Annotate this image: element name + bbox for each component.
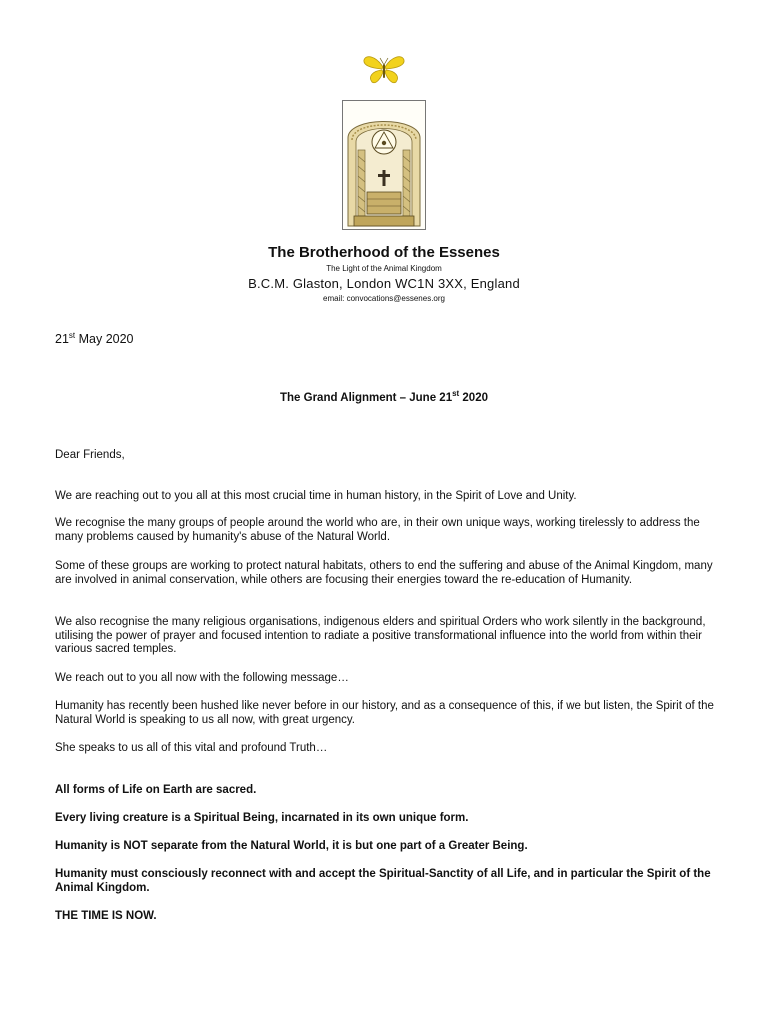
truth-statement: Every living creature is a Spiritual Being, incarnated in its own unique form. — [55, 812, 469, 824]
title-suffix: st — [452, 389, 460, 399]
body-paragraph: We also recognise the many religious organisations, indigenous elders and spiritual Orders who work silently in the background, utilising the power of prayer and focused intention to radiate a positive transformational influence into the world from within their various sacred temples. — [55, 616, 706, 656]
letter-date — [55, 332, 134, 346]
brotherhood-emblem — [342, 100, 426, 230]
date-day: 21 — [55, 332, 69, 346]
truth-statement: All forms of Life on Earth are sacred. — [55, 784, 257, 796]
body-paragraph: She speaks to us all of this vital and profound Truth… — [55, 742, 328, 754]
body-paragraph: Humanity has recently been hushed like never before in our history, and as a consequence of this, if we but listen, the Spirit of the Natural World is speaking to us all now, with great urgency. — [55, 700, 714, 726]
title-main: The Grand Alignment – June 21 — [279, 392, 453, 404]
butterfly-icon — [362, 52, 406, 86]
body-paragraph: We reach out to you all now with the following message… — [55, 672, 349, 684]
truth-statement: THE TIME IS NOW. — [55, 910, 157, 922]
body-paragraph: We recognise the many groups of people around the world who are, in their own unique ways, working tirelessly to address the many problems caused by humanity's abuse of the Natural World. — [55, 517, 700, 543]
truth-statement: Humanity is NOT separate from the Natural World, it is but one part of a Greater Being. — [55, 840, 528, 852]
salutation: Dear Friends, — [55, 449, 125, 461]
body-paragraph: Some of these groups are working to protect natural habitats, others to end the suffering and abuse of the Animal Kingdom, many are involved in animal conservation, while others are focusing their energies toward the re-education of Humanity. — [55, 560, 713, 586]
tagline: The Light of the Animal Kingdom — [326, 264, 442, 273]
org-name: The Brotherhood of the Essenes — [268, 244, 500, 261]
body-paragraph: We are reaching out to you all at this most crucial time in human history, in the Spirit of Love and Unity. — [55, 490, 577, 502]
truth-statement: Humanity must consciously reconnect with and accept the Spiritual-Sanctity of all Life, and in particular the Spirit of the Animal Kingdom. — [55, 868, 711, 894]
title-year: 2020 — [459, 392, 488, 404]
email-address[interactable]: email: convocations@essenes.org — [323, 294, 445, 303]
brotherhood-emblem-icon — [342, 100, 426, 230]
letter-title — [0, 389, 768, 404]
date-suffix: st — [68, 330, 76, 340]
address: B.C.M. Glaston, London WC1N 3XX, England — [248, 276, 520, 291]
date-month-year: May 2020 — [75, 332, 134, 346]
